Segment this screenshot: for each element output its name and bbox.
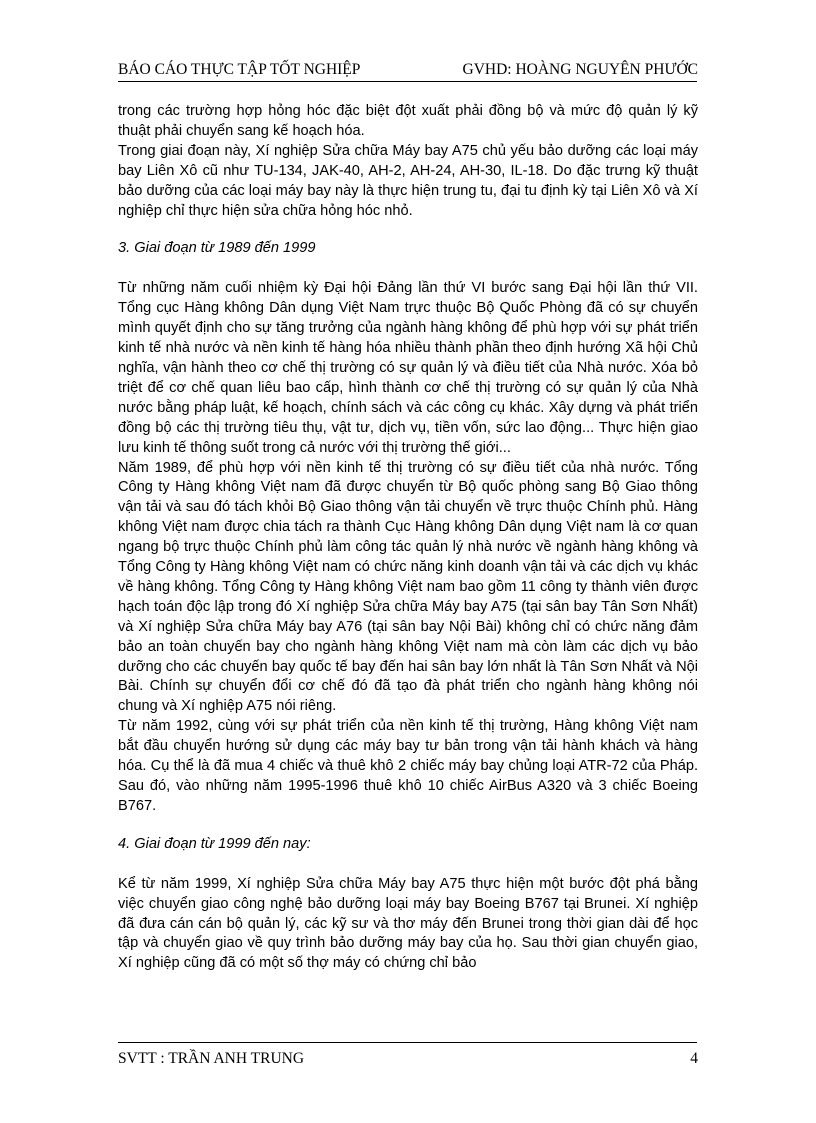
paragraph-stage-2-maintenance: Trong giai đoạn này, Xí nghiệp Sửa chữa Máy bay A75 chủ yếu bảo dưỡng các loại máy bay Liên Xô cũ như TU-134, JAK-40, AH-2, AH-24, AH-30, IL-18. Do đặc trưng kỹ thuật bảo dưỡng của các loại máy bay này là thực hiện trung tu, đại tu định kỳ tại Liên Xô và Xí nghiệp chỉ thực hiện sửa chữa hỏng hóc nhỏ. (118, 142, 698, 219)
header-supervisor: GVHD: HOÀNG NGUYÊN PHƯỚC (462, 61, 698, 78)
header-divider (118, 81, 697, 82)
page-body (118, 102, 698, 974)
paragraph-continuation: trong các trường hợp hỏng hóc đặc biệt đột xuất phải đồng bộ và mức độ quản lý kỹ thuật phải chuyển sang kế hoạch hóa. (118, 103, 698, 139)
header-report-title: BÁO CÁO THỰC TẬP TỐT NGHIỆP (118, 61, 361, 78)
footer-student-name: SVTT : TRẦN ANH TRUNG (118, 1050, 305, 1067)
page-header (118, 55, 698, 79)
paragraph-1992-fleet: Từ năm 1992, cùng với sự phát triển của nền kinh tế thị trường, Hàng không Việt nam bắt đầu chuyển hướng sử dụng các máy bay tư bản trong vận tải hành khách và hàng hóa. Cụ thể là đã mua 4 chiếc và thuê khô 2 chiếc máy bay chủng loại ATR-72 của Pháp. Sau đó, vào những năm 1995-1996 thuê khô 10 chiếc AirBus A320 và 3 chiếc Boeing B767. (118, 718, 698, 814)
section-heading-stage-3: 3. Giai đoạn từ 1989 đến 1999 (118, 240, 316, 257)
page-number: 4 (690, 1050, 698, 1067)
page-footer (118, 1050, 698, 1072)
paragraph-market-reform: Từ những năm cuối nhiệm kỳ Đại hội Đảng lần thứ VI bước sang Đại hội lần thứ VII. Tổng cục Hàng không Dân dụng Việt Nam trực thuộc Bộ Quốc Phòng đã có sự chuyển mình quyết định cho sự tăng trưởng của ngành hàng không để phù hợp với sự phát triển kinh tế nhà nước và nền kinh tế hàng hóa nhiều thành phần theo định hướng Xã hội Chủ nghĩa, vận hành theo cơ chế thị trường có sự quản lý và điều tiết của Nhà nước. Xóa bỏ triệt để cơ chế quan liêu bao cấp, hình thành cơ chế thị trường có sự quản lý của Nhà nước bằng pháp luật, kế hoạch, chính sách và các công cụ khác. Xây dựng và phát triển đồng bộ các thị trường tiêu thụ, vật tư, dịch vụ, tiền vốn, sức lao động... Thực hiện giao lưu kinh tế thông suốt trong cả nước với thị trường thế giới... (118, 280, 698, 456)
footer-divider (118, 1042, 697, 1043)
section-heading-stage-4: 4. Giai đoạn từ 1999 đến nay: (118, 835, 311, 852)
paragraph-1989-restructure: Năm 1989, để phù hợp với nền kinh tế thị trường có sự điều tiết của nhà nước. Tổng Công ty Hàng không Việt nam đã được chuyển từ Bộ quốc phòng sang Bộ Giao thông vận tải và sau đó tách khỏi Bộ Giao thông vận tải chuyển về trực thuộc Chính phủ. Hàng không Việt nam được chia tách ra thành Cục Hàng không Dân dụng Việt nam là cơ quan ngang bộ trực thuộc Chính phủ làm công tác quản lý nhà nước về ngành hàng không và Tổng Công ty Hàng không Việt nam có chức năng kinh doanh vận tải và các dịch vụ khác về hàng không. Tổng Công ty Hàng không Việt nam bao gồm 11 công ty thành viên được hạch toán độc lập trong đó Xí nghiệp Sửa chữa Máy bay A75 (tại sân bay Tân Sơn Nhất) và Xí nghiệp Sửa chữa Máy bay A76 (tại sân bay Nội Bài) không chỉ có chức năng đảm bảo an toàn chuyến bay cho ngành hàng không Việt nam mà còn làm các dịch vụ bảo dưỡng cho các chuyến bay quốc tế bay đến hai sân bay lớn nhất là Tân Sơn Nhất và Nội Bài. Chính sự chuyển đổi cơ chế đó đã tạo đà phát triển cho ngành hàng không nói chung và Xí nghiệp A75 nói riêng. (118, 459, 698, 715)
paragraph-1999-technology-transfer: Kể từ năm 1999, Xí nghiệp Sửa chữa Máy bay A75 thực hiện một bước đột phá bằng việc chuyển giao công nghệ bảo dưỡng loại máy bay Boeing B767 tại Brunei. Xí nghiệp đã đưa cán cán bộ quản lý, các kỹ sư và thơ máy đến Brunei trong thời gian dài để học tập và chuyển giao về quy trình bảo dưỡng máy bay của họ. Sau thời gian chuyển giao, Xí nghiệp cũng đã có một số thợ máy có chứng chỉ bảo (118, 875, 698, 972)
